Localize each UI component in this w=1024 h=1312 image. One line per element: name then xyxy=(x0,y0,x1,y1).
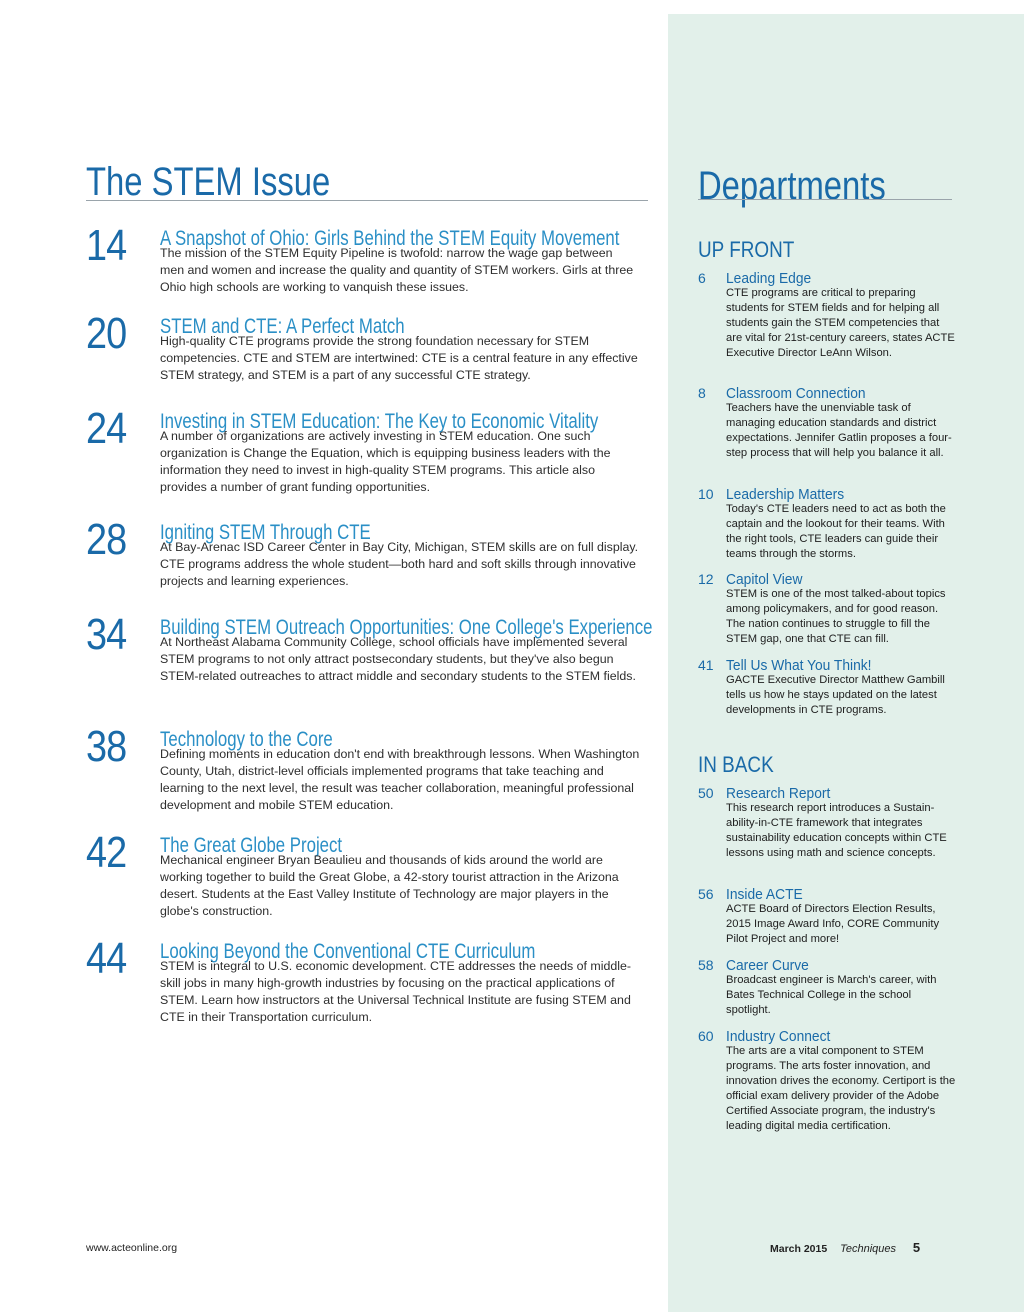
up-front-heading: UP FRONT xyxy=(698,237,795,262)
main-title-rule xyxy=(86,200,648,201)
footer-url[interactable]: www.acteonline.org xyxy=(86,1242,178,1254)
department-description: This research report introduces a Sustain-ability-in-CTE framework that integrates sustainability education concepts within CTE lessons using math and science concepts. xyxy=(726,802,947,859)
department-page-number: 58 xyxy=(698,957,714,973)
department-description: Teachers have the unenviable task of managing education standards and district expectations. Jennifer Gatlin proposes a four-step process that will help you balance it all. xyxy=(726,402,952,459)
department-page-number: 50 xyxy=(698,785,714,801)
article-title[interactable]: Technology to the Core xyxy=(160,728,333,751)
article-page-number: 14 xyxy=(86,221,127,270)
department-page-number: 6 xyxy=(698,270,706,286)
department-page-number: 12 xyxy=(698,571,714,587)
article-title[interactable]: Looking Beyond the Conventional CTE Curriculum xyxy=(160,940,536,963)
department-page-number: 41 xyxy=(698,657,714,673)
departments-title-rule xyxy=(698,199,952,200)
article-description: Defining moments in education don't end with breakthrough lessons. When Washington County, Utah, district-level officials implemented programs that take teaching and learning to the next level, the result was teacher collaboration, meaningful professional development and mobile STEM education. xyxy=(160,747,640,812)
department-title[interactable]: Inside ACTE xyxy=(726,886,803,903)
article-title[interactable]: A Snapshot of Ohio: Girls Behind the STEM Equity Movement xyxy=(160,227,620,250)
department-title[interactable]: Capitol View xyxy=(726,571,803,588)
article-title[interactable]: Building STEM Outreach Opportunities: One College's Experience xyxy=(160,616,653,639)
article-description: A number of organizations are actively investing in STEM education. One such organization is Change the Equation, which is equipping business leaders with the information they need to invest in high-quality STEM programs. This article also provides a number of grant funding opportunities. xyxy=(160,429,611,494)
article-page-number: 38 xyxy=(86,722,127,771)
main-title: The STEM Issue xyxy=(86,160,331,204)
department-page-number: 8 xyxy=(698,385,706,401)
article-title[interactable]: Igniting STEM Through CTE xyxy=(160,521,371,544)
department-title[interactable]: Tell Us What You Think! xyxy=(726,657,872,674)
article-page-number: 20 xyxy=(86,309,127,358)
departments-title: Departments xyxy=(698,164,886,208)
department-description: Broadcast engineer is March's career, with Bates Technical College in the school spotlight. xyxy=(726,974,937,1016)
department-page-number: 10 xyxy=(698,486,714,502)
article-page-number: 42 xyxy=(86,828,127,877)
department-description: STEM is one of the most talked-about topics among policymakers, and for good reason. The nation continues to struggle to fill the STEM gap, one that CTE can fill. xyxy=(726,588,946,645)
article-description: At Northeast Alabama Community College, school officials have implemented several STEM programs to not only attract postsecondary students, but they've also begun STEM-related outreaches to attract middle and secondary students to the STEM fields. xyxy=(160,635,636,683)
department-title[interactable]: Classroom Connection xyxy=(726,385,866,402)
department-description: GACTE Executive Director Matthew Gambill tells us how he stays updated on the latest developments in CTE programs. xyxy=(726,674,945,716)
article-title[interactable]: STEM and CTE: A Perfect Match xyxy=(160,315,405,338)
footer-page-number: 5 xyxy=(912,1240,921,1255)
article-page-number: 44 xyxy=(86,934,127,983)
department-description: ACTE Board of Directors Election Results, 2015 Image Award Info, CORE Community Pilot Project and more! xyxy=(726,903,940,945)
article-page-number: 28 xyxy=(86,515,127,564)
department-description: CTE programs are critical to preparing students for STEM fields and for helping all students gain the STEM competencies that are vital for 21st-century careers, states ACTE Executive Director LeAnn Wilson. xyxy=(726,287,955,359)
article-page-number: 24 xyxy=(86,404,127,453)
footer-magazine-name: Techniques xyxy=(840,1243,896,1255)
footer-issue-date: March 2015 xyxy=(770,1243,828,1255)
in-back-heading: IN BACK xyxy=(698,752,774,777)
department-title[interactable]: Career Curve xyxy=(726,957,809,974)
article-description: STEM is integral to U.S. economic development. CTE addresses the needs of middle-skill jobs in many high-growth industries by focusing on the practical applications of STEM. Learn how instructors at the Universal Technical Institute are fusing STEM and CTE in their Transportation curriculum. xyxy=(160,959,632,1024)
article-description: Mechanical engineer Bryan Beaulieu and thousands of kids around the world are working together to build the Great Globe, a 42-story tourist attraction in the Arizona desert. Students at the East Valley Institute of Technology are major players in the globe's construction. xyxy=(160,853,619,918)
footer-issue-info xyxy=(770,1240,920,1255)
article-title[interactable]: The Great Globe Project xyxy=(160,834,343,857)
article-page-number: 34 xyxy=(86,610,127,659)
department-page-number: 56 xyxy=(698,886,714,902)
article-description: At Bay-Arenac ISD Career Center in Bay City, Michigan, STEM skills are on full display. CTE programs address the whole student—both hard and soft skills through innovative projects and learning experiences. xyxy=(160,540,639,588)
department-title[interactable]: Leading Edge xyxy=(726,270,812,287)
department-description: The arts are a vital component to STEM programs. The arts foster innovation, and innovation drives the economy. Certiport is the official exam delivery provider of the Adobe Certified Associate program, the industry's leading digital media certification. xyxy=(726,1045,956,1132)
article-title[interactable]: Investing in STEM Education: The Key to Economic Vitality xyxy=(160,410,599,433)
department-title[interactable]: Industry Connect xyxy=(726,1028,831,1045)
article-description: High-quality CTE programs provide the strong foundation necessary for STEM competencies. CTE and STEM are intertwined: CTE is a central feature in any effective STEM strategy, and STEM is a part of any successful CTE strategy. xyxy=(160,334,638,382)
department-title[interactable]: Leadership Matters xyxy=(726,486,845,503)
department-title[interactable]: Research Report xyxy=(726,785,831,802)
article-description: The mission of the STEM Equity Pipeline is twofold: narrow the wage gap between men and women and increase the quality and quantity of STEM workers. Girls at three Ohio high schools are working to vanquish these issues. xyxy=(160,246,634,294)
department-description: Today's CTE leaders need to act as both the captain and the lookout for their teams. With the right tools, CTE leaders can guide their teams through the storms. xyxy=(726,503,946,560)
department-page-number: 60 xyxy=(698,1028,714,1044)
